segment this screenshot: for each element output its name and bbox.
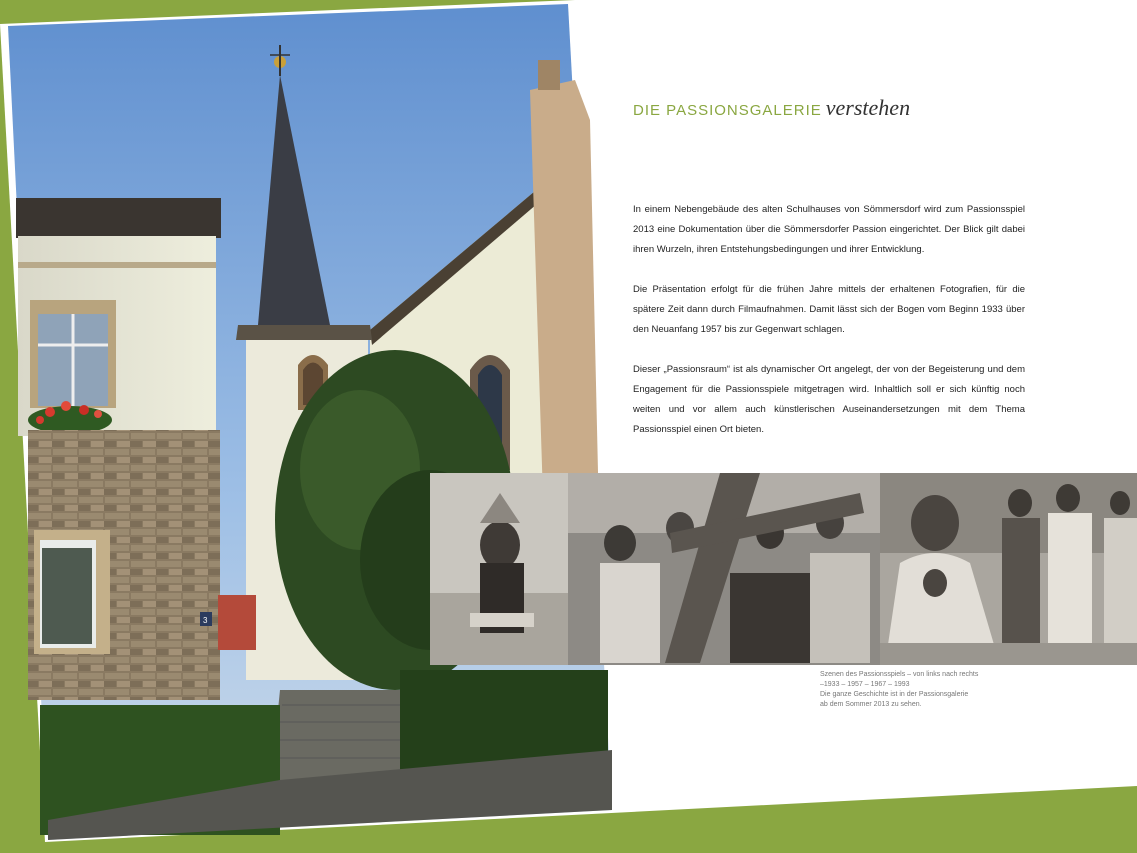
- photo-1933: [430, 473, 568, 665]
- title-accent: verstehen: [825, 95, 911, 120]
- caption-line-1: Szenen des Passionsspiels – von links nach rechts: [820, 671, 979, 678]
- photo-1967-1993: [880, 473, 1137, 665]
- photo-caption: [820, 670, 1040, 710]
- title-prefix: DIE PASSIONSGALERIE: [633, 102, 822, 119]
- paragraph-passion-room: Dieser „Passionsraum“ ist als dynamischer Ort angelegt, der von der Begeisterung und dem Engagement für die Passionsspiele mitgetragen wird. Inhaltlich soll er sich künftig noch weiten und vor allem auch künstlerischen Auseinandersetzungen mit dem Thema Passionsspiel einen Ort bieten.: [633, 363, 1025, 435]
- caption-line-3: Die ganze Geschichte ist in der Passionsgalerie: [820, 691, 969, 698]
- caption-line-2: –1933 – 1957 – 1967 – 1993: [820, 681, 910, 688]
- paragraph-intro: In einem Nebengebäude des alten Schulhauses von Sömmersdorf wird zum Passionsspiel 2013 eine Dokumentation über die Sömmersdorfer Passion eingerichtet. Der Blick gilt dabei ihren Wurzeln, ihren Entstehungsbedingungen und ihrer Entwicklung.: [633, 203, 1025, 255]
- paragraph-presentation: Die Präsentation erfolgt für die frühen Jahre mittels der erhaltenen Fotografien, für die spätere Zeit dann durch Filmaufnahmen. Damit lässt sich der Bogen vom Beginn 1933 über den Neuanfang 1957 bis zur Gegenwart schlagen.: [633, 283, 1025, 335]
- page-title: [633, 95, 910, 121]
- caption-line-4: ab dem Sommer 2013 zu sehen.: [820, 701, 922, 708]
- house-number: 3: [203, 616, 208, 625]
- photo-1957: [568, 473, 880, 665]
- historic-photo-strip: [430, 473, 1137, 665]
